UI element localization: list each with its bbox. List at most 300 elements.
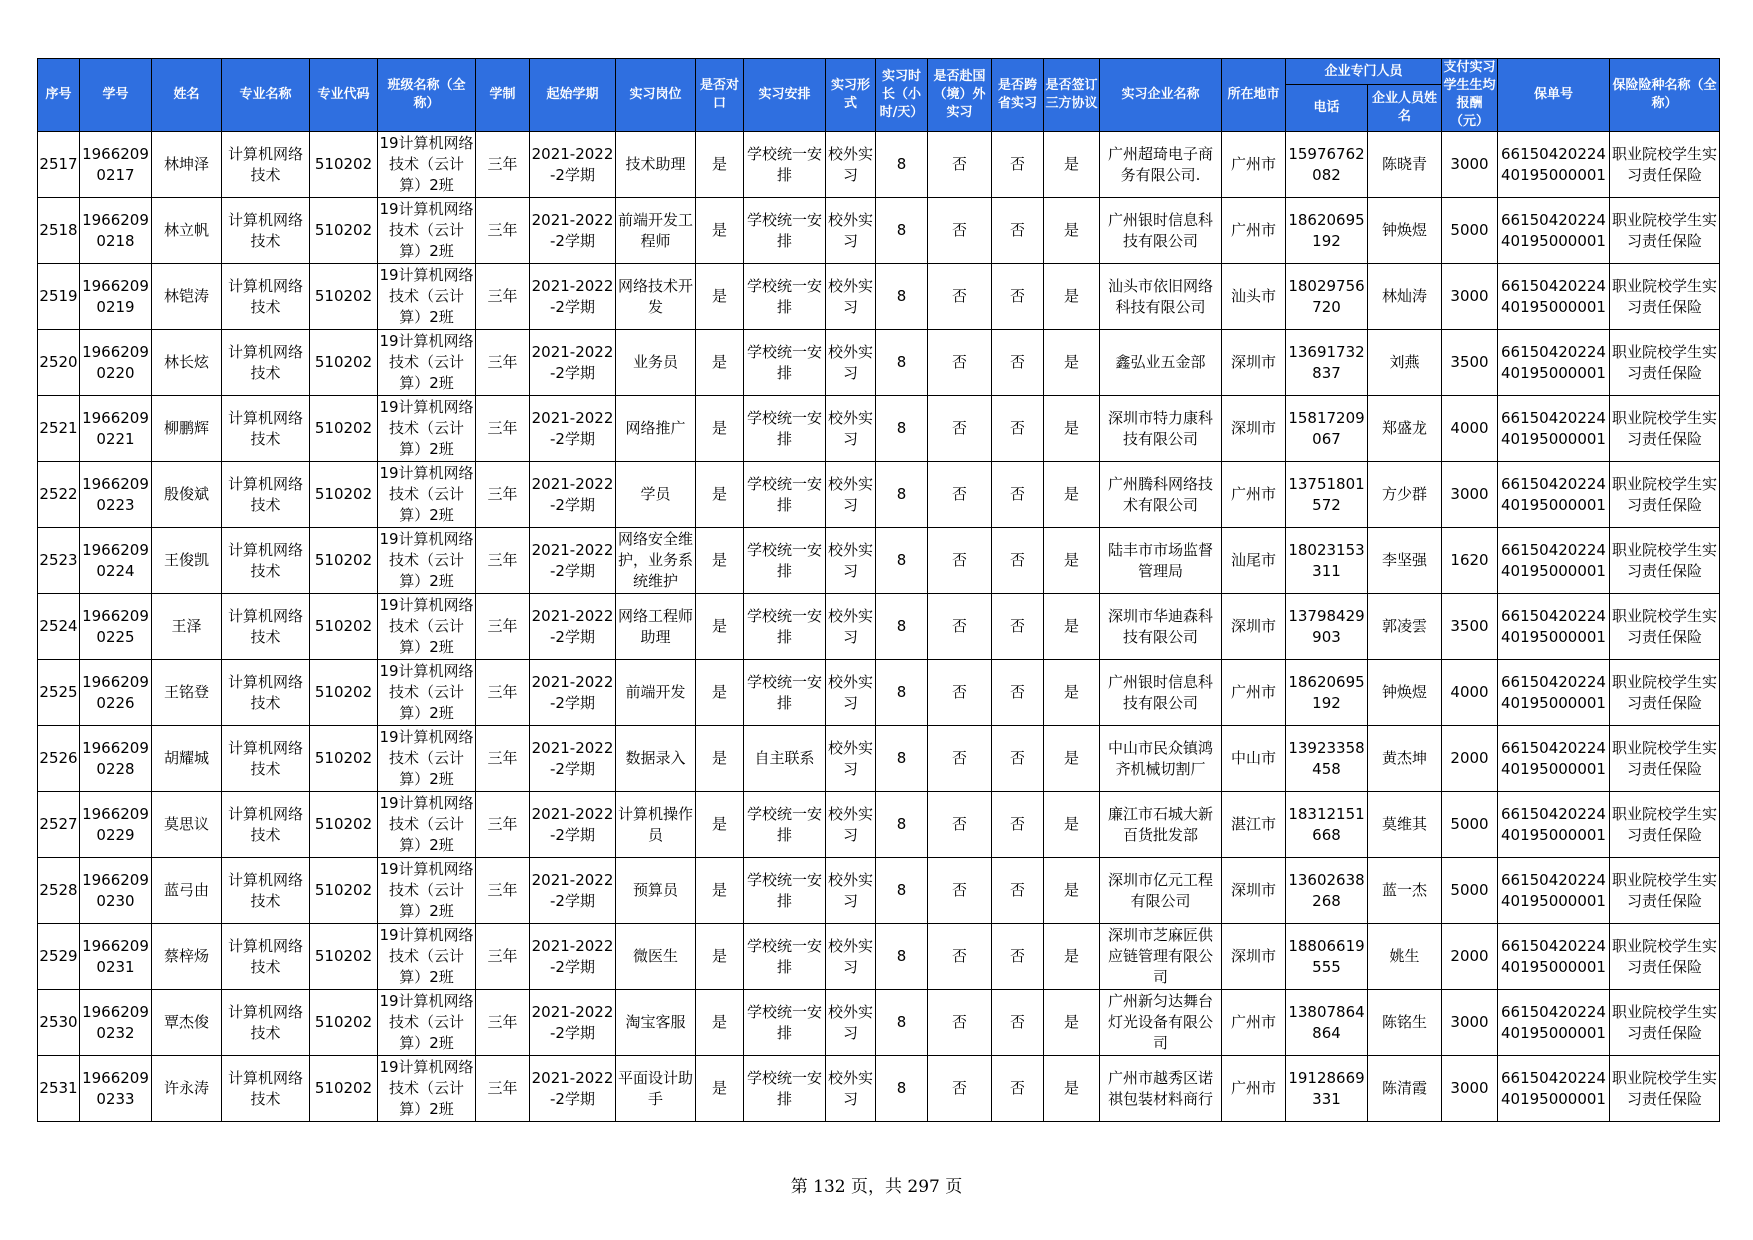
cell-hours bbox=[876, 858, 928, 924]
cell-insurance bbox=[1610, 264, 1720, 330]
cell-major bbox=[222, 330, 310, 396]
cell-text: 8 bbox=[896, 1079, 907, 1097]
cell-policy-no bbox=[1498, 792, 1610, 858]
cell-major bbox=[222, 594, 310, 660]
cell-text: 计算机操作员 bbox=[617, 804, 693, 844]
cell-text: 6615042022440195000001 bbox=[1501, 276, 1606, 316]
cell-form bbox=[826, 396, 876, 462]
cell-text: 学校统一安排 bbox=[746, 474, 822, 514]
cell-text: 校外实习 bbox=[827, 474, 873, 514]
cell-pay bbox=[1442, 330, 1498, 396]
cell-text: 是 bbox=[1063, 881, 1079, 899]
cell-student-id bbox=[80, 726, 152, 792]
header-abroad: 是否赴国（境）外实习 bbox=[928, 59, 992, 132]
cell-duration bbox=[476, 792, 530, 858]
cell-text: 三年 bbox=[487, 881, 518, 899]
cell-duration bbox=[476, 198, 530, 264]
cell-city bbox=[1222, 198, 1286, 264]
cell-text: 校外实习 bbox=[827, 210, 873, 250]
cell-text: 三年 bbox=[487, 485, 518, 503]
cell-agreement bbox=[1044, 396, 1100, 462]
cell-name bbox=[152, 924, 222, 990]
cell-text: 19662090231 bbox=[82, 936, 149, 976]
cell-text: 19计算机网络技术（云计算）2班 bbox=[379, 662, 474, 722]
table-row bbox=[38, 198, 1720, 264]
cell-duration bbox=[476, 1056, 530, 1122]
cell-abroad bbox=[928, 198, 992, 264]
cell-text: 3000 bbox=[1450, 287, 1489, 305]
cell-hours bbox=[876, 792, 928, 858]
cell-text: 2021-2022-2学期 bbox=[531, 210, 614, 250]
cell-text: 2021-2022-2学期 bbox=[531, 606, 614, 646]
header-arrangement: 实习安排 bbox=[744, 59, 826, 132]
cell-text: 廉江市石城大新百货批发部 bbox=[1107, 804, 1213, 844]
cell-duration bbox=[476, 594, 530, 660]
cell-text: 陆丰市市场监督管理局 bbox=[1107, 540, 1213, 580]
cell-text: 职业院校学生实习责任保险 bbox=[1611, 606, 1717, 646]
cell-agreement bbox=[1044, 528, 1100, 594]
cell-text: 校外实习 bbox=[827, 936, 873, 976]
cell-text: 19计算机网络技术（云计算）2班 bbox=[379, 794, 474, 854]
cell-text: 预算员 bbox=[632, 881, 678, 899]
cell-text: 18312151668 bbox=[1288, 804, 1365, 844]
cell-text: 郭凌雲 bbox=[1381, 617, 1427, 635]
cell-text: 19计算机网络技术（云计算）2班 bbox=[379, 200, 474, 260]
cell-text: 2530 bbox=[39, 1013, 78, 1031]
cell-company bbox=[1100, 396, 1222, 462]
cell-hours bbox=[876, 924, 928, 990]
cell-text: 是 bbox=[711, 617, 727, 635]
cell-text: 否 bbox=[951, 683, 967, 701]
cell-agreement bbox=[1044, 924, 1100, 990]
cell-company bbox=[1100, 726, 1222, 792]
cell-class-name bbox=[378, 1056, 476, 1122]
cell-start-term bbox=[530, 924, 616, 990]
cell-form bbox=[826, 924, 876, 990]
cell-text: 学校统一安排 bbox=[746, 672, 822, 712]
cell-major bbox=[222, 990, 310, 1056]
cell-text: 否 bbox=[1009, 485, 1025, 503]
cell-hours bbox=[876, 528, 928, 594]
cell-arrangement bbox=[744, 132, 826, 198]
cell-cross-province bbox=[992, 132, 1044, 198]
cell-student-id bbox=[80, 594, 152, 660]
cell-text: 是 bbox=[711, 1079, 727, 1097]
cell-text: 平面设计助手 bbox=[617, 1068, 693, 1108]
header-hours: 实习时长（小时/天） bbox=[876, 59, 928, 132]
cell-abroad bbox=[928, 660, 992, 726]
cell-text: 许永涛 bbox=[163, 1079, 209, 1097]
cell-text: 深圳市特力康科技有限公司 bbox=[1107, 408, 1213, 448]
cell-major-code bbox=[310, 1056, 378, 1122]
cell-text: 学校统一安排 bbox=[746, 540, 822, 580]
cell-city bbox=[1222, 528, 1286, 594]
cell-text: 是 bbox=[711, 551, 727, 569]
header-major: 专业名称 bbox=[222, 59, 310, 132]
cell-insurance bbox=[1610, 1056, 1720, 1122]
cell-text: 计算机网络技术 bbox=[227, 1002, 303, 1042]
cell-matched bbox=[696, 990, 744, 1056]
cell-text: 林坤泽 bbox=[163, 155, 209, 173]
cell-matched bbox=[696, 528, 744, 594]
cell-text: 网络安全维护，业务系统维护 bbox=[617, 530, 693, 590]
cell-text: 殷俊斌 bbox=[163, 485, 209, 503]
cell-text: 6615042022440195000001 bbox=[1501, 210, 1606, 250]
cell-matched bbox=[696, 462, 744, 528]
cell-pay bbox=[1442, 726, 1498, 792]
cell-start-term bbox=[530, 726, 616, 792]
cell-duration bbox=[476, 858, 530, 924]
cell-text: 广州市 bbox=[1230, 485, 1276, 503]
cell-text: 计算机网络技术 bbox=[227, 606, 303, 646]
cell-text: 2021-2022-2学期 bbox=[531, 540, 614, 580]
cell-text: 学校统一安排 bbox=[746, 342, 822, 382]
cell-text: 19662090221 bbox=[82, 408, 149, 448]
header-name: 姓名 bbox=[152, 59, 222, 132]
cell-text: 8 bbox=[896, 221, 907, 239]
cell-arrangement bbox=[744, 264, 826, 330]
cell-agreement bbox=[1044, 264, 1100, 330]
table-body bbox=[38, 132, 1720, 1122]
cell-text: 深圳市 bbox=[1230, 947, 1276, 965]
cell-text: 19662090219 bbox=[82, 276, 149, 316]
cell-text: 学员 bbox=[640, 485, 671, 503]
cell-hours bbox=[876, 330, 928, 396]
cell-abroad bbox=[928, 594, 992, 660]
cell-text: 19计算机网络技术（云计算）2班 bbox=[379, 464, 474, 524]
cell-text: 网络工程师助理 bbox=[617, 606, 693, 646]
cell-text: 18806619555 bbox=[1288, 936, 1365, 976]
cell-text: 510202 bbox=[314, 617, 373, 635]
table-row bbox=[38, 660, 1720, 726]
cell-pay bbox=[1442, 462, 1498, 528]
cell-abroad bbox=[928, 132, 992, 198]
cell-text: 6615042022440195000001 bbox=[1501, 936, 1606, 976]
cell-company bbox=[1100, 198, 1222, 264]
header-position: 实习岗位 bbox=[616, 59, 696, 132]
cell-insurance bbox=[1610, 924, 1720, 990]
cell-class-name bbox=[378, 330, 476, 396]
cell-text: 19计算机网络技术（云计算）2班 bbox=[379, 530, 474, 590]
cell-duration bbox=[476, 660, 530, 726]
cell-text: 是 bbox=[711, 287, 727, 305]
cell-insurance bbox=[1610, 990, 1720, 1056]
cell-major-code bbox=[310, 396, 378, 462]
cell-text: 19计算机网络技术（云计算）2班 bbox=[379, 134, 474, 194]
cell-text: 510202 bbox=[314, 881, 373, 899]
cell-company bbox=[1100, 792, 1222, 858]
cell-text: 13691732837 bbox=[1288, 342, 1365, 382]
cell-text: 数据录入 bbox=[625, 749, 686, 767]
header-pay: 支付实习学生生均报酬（元） bbox=[1442, 59, 1498, 132]
cell-text: 否 bbox=[951, 353, 967, 371]
cell-text: 广州市 bbox=[1230, 1079, 1276, 1097]
cell-insurance bbox=[1610, 198, 1720, 264]
cell-text: 计算机网络技术 bbox=[227, 1068, 303, 1108]
cell-form bbox=[826, 792, 876, 858]
cell-text: 广州银时信息科技有限公司 bbox=[1107, 672, 1213, 712]
cell-text: 前端开发工程师 bbox=[617, 210, 693, 250]
cell-text: 否 bbox=[1009, 617, 1025, 635]
header-form: 实习形式 bbox=[826, 59, 876, 132]
cell-text: 19662090225 bbox=[82, 606, 149, 646]
cell-text: 前端开发 bbox=[625, 683, 686, 701]
cell-text: 8 bbox=[896, 155, 907, 173]
cell-text: 2021-2022-2学期 bbox=[531, 342, 614, 382]
cell-text: 2518 bbox=[39, 221, 78, 239]
cell-text: 莫维其 bbox=[1381, 815, 1427, 833]
cell-class-name bbox=[378, 990, 476, 1056]
cell-policy-no bbox=[1498, 594, 1610, 660]
cell-form bbox=[826, 528, 876, 594]
cell-text: 广州腾科网络技术有限公司 bbox=[1107, 474, 1213, 514]
cell-name bbox=[152, 858, 222, 924]
cell-text: 林铠涛 bbox=[163, 287, 209, 305]
cell-contact-name bbox=[1368, 132, 1442, 198]
cell-cross-province bbox=[992, 594, 1044, 660]
cell-text: 校外实习 bbox=[827, 1068, 873, 1108]
cell-text: 15817209067 bbox=[1288, 408, 1365, 448]
cell-text: 淘宝客服 bbox=[625, 1013, 686, 1031]
cell-class-name bbox=[378, 462, 476, 528]
cell-text: 广州市 bbox=[1230, 683, 1276, 701]
cell-start-term bbox=[530, 594, 616, 660]
cell-agreement bbox=[1044, 726, 1100, 792]
cell-hours bbox=[876, 660, 928, 726]
cell-text: 6615042022440195000001 bbox=[1501, 606, 1606, 646]
cell-start-term bbox=[530, 858, 616, 924]
cell-text: 职业院校学生实习责任保险 bbox=[1611, 540, 1717, 580]
cell-arrangement bbox=[744, 594, 826, 660]
cell-text: 否 bbox=[951, 947, 967, 965]
cell-name bbox=[152, 330, 222, 396]
cell-cross-province bbox=[992, 726, 1044, 792]
cell-phone bbox=[1286, 1056, 1368, 1122]
header-seq: 序号 bbox=[38, 59, 80, 132]
cell-text: 职业院校学生实习责任保险 bbox=[1611, 144, 1717, 184]
cell-abroad bbox=[928, 726, 992, 792]
cell-text: 否 bbox=[1009, 287, 1025, 305]
cell-text: 否 bbox=[1009, 1013, 1025, 1031]
cell-phone bbox=[1286, 330, 1368, 396]
cell-position bbox=[616, 858, 696, 924]
cell-abroad bbox=[928, 924, 992, 990]
cell-text: 黄杰坤 bbox=[1381, 749, 1427, 767]
cell-text: 13807864864 bbox=[1288, 1002, 1365, 1042]
cell-text: 是 bbox=[711, 1013, 727, 1031]
cell-hours bbox=[876, 1056, 928, 1122]
cell-text: 8 bbox=[896, 551, 907, 569]
cell-text: 职业院校学生实习责任保险 bbox=[1611, 1068, 1717, 1108]
cell-student-id bbox=[80, 1056, 152, 1122]
cell-text: 19662090217 bbox=[82, 144, 149, 184]
cell-text: 计算机网络技术 bbox=[227, 408, 303, 448]
cell-phone bbox=[1286, 924, 1368, 990]
cell-text: 职业院校学生实习责任保险 bbox=[1611, 474, 1717, 514]
table-row bbox=[38, 1056, 1720, 1122]
cell-company bbox=[1100, 132, 1222, 198]
cell-arrangement bbox=[744, 1056, 826, 1122]
cell-pay bbox=[1442, 198, 1498, 264]
header-policy-no: 保单号 bbox=[1498, 59, 1610, 132]
cell-text: 校外实习 bbox=[827, 738, 873, 778]
cell-abroad bbox=[928, 264, 992, 330]
cell-duration bbox=[476, 132, 530, 198]
cell-text: 三年 bbox=[487, 1013, 518, 1031]
cell-text: 广州市 bbox=[1230, 221, 1276, 239]
cell-name bbox=[152, 1056, 222, 1122]
cell-text: 19计算机网络技术（云计算）2班 bbox=[379, 596, 474, 656]
cell-company bbox=[1100, 264, 1222, 330]
cell-matched bbox=[696, 330, 744, 396]
cell-student-id bbox=[80, 528, 152, 594]
cell-insurance bbox=[1610, 594, 1720, 660]
cell-city bbox=[1222, 462, 1286, 528]
cell-seq bbox=[38, 198, 80, 264]
cell-agreement bbox=[1044, 330, 1100, 396]
cell-text: 蔡梓炀 bbox=[163, 947, 209, 965]
cell-start-term bbox=[530, 330, 616, 396]
cell-text: 否 bbox=[951, 881, 967, 899]
cell-text: 蓝弓由 bbox=[163, 881, 209, 899]
cell-text: 蓝一杰 bbox=[1381, 881, 1427, 899]
cell-text: 否 bbox=[1009, 1079, 1025, 1097]
cell-text: 校外实习 bbox=[827, 342, 873, 382]
cell-text: 林长炫 bbox=[163, 353, 209, 371]
cell-position bbox=[616, 594, 696, 660]
cell-text: 学校统一安排 bbox=[746, 276, 822, 316]
cell-text: 6615042022440195000001 bbox=[1501, 408, 1606, 448]
cell-arrangement bbox=[744, 924, 826, 990]
header-start-term: 起始学期 bbox=[530, 59, 616, 132]
cell-text: 中山市 bbox=[1230, 749, 1276, 767]
cell-form bbox=[826, 1056, 876, 1122]
cell-duration bbox=[476, 330, 530, 396]
cell-text: 2000 bbox=[1450, 749, 1489, 767]
cell-position bbox=[616, 462, 696, 528]
cell-text: 否 bbox=[1009, 551, 1025, 569]
cell-text: 4000 bbox=[1450, 419, 1489, 437]
cell-arrangement bbox=[744, 198, 826, 264]
cell-text: 否 bbox=[951, 1079, 967, 1097]
cell-text: 网络推广 bbox=[625, 419, 686, 437]
cell-text: 三年 bbox=[487, 287, 518, 305]
cell-text: 三年 bbox=[487, 155, 518, 173]
cell-text: 否 bbox=[951, 419, 967, 437]
cell-text: 校外实习 bbox=[827, 276, 873, 316]
cell-policy-no bbox=[1498, 264, 1610, 330]
cell-text: 广州新匀达舞台灯光设备有限公司 bbox=[1107, 992, 1213, 1052]
cell-text: 5000 bbox=[1450, 815, 1489, 833]
cell-seq bbox=[38, 660, 80, 726]
cell-text: 6615042022440195000001 bbox=[1501, 804, 1606, 844]
cell-contact-name bbox=[1368, 990, 1442, 1056]
cell-text: 深圳市 bbox=[1230, 419, 1276, 437]
cell-matched bbox=[696, 264, 744, 330]
cell-text: 否 bbox=[951, 815, 967, 833]
cell-policy-no bbox=[1498, 330, 1610, 396]
cell-seq bbox=[38, 330, 80, 396]
cell-hours bbox=[876, 594, 928, 660]
cell-text: 2021-2022-2学期 bbox=[531, 672, 614, 712]
cell-form bbox=[826, 462, 876, 528]
cell-major-code bbox=[310, 990, 378, 1056]
cell-text: 校外实习 bbox=[827, 408, 873, 448]
cell-phone bbox=[1286, 858, 1368, 924]
cell-text: 学校统一安排 bbox=[746, 144, 822, 184]
cell-student-id bbox=[80, 132, 152, 198]
header-city: 所在地市 bbox=[1222, 59, 1286, 132]
cell-text: 18023153311 bbox=[1288, 540, 1365, 580]
cell-name bbox=[152, 396, 222, 462]
cell-agreement bbox=[1044, 198, 1100, 264]
cell-text: 三年 bbox=[487, 815, 518, 833]
cell-contact-name bbox=[1368, 726, 1442, 792]
cell-text: 是 bbox=[1063, 155, 1079, 173]
cell-text: 8 bbox=[896, 353, 907, 371]
cell-name bbox=[152, 660, 222, 726]
header-student-id: 学号 bbox=[80, 59, 152, 132]
cell-student-id bbox=[80, 858, 152, 924]
cell-text: 学校统一安排 bbox=[746, 606, 822, 646]
cell-matched bbox=[696, 198, 744, 264]
cell-arrangement bbox=[744, 660, 826, 726]
cell-text: 深圳市芝麻匠供应链管理有限公司 bbox=[1107, 926, 1213, 986]
cell-text: 510202 bbox=[314, 947, 373, 965]
cell-seq bbox=[38, 1056, 80, 1122]
cell-text: 是 bbox=[711, 353, 727, 371]
cell-text: 2021-2022-2学期 bbox=[531, 408, 614, 448]
cell-class-name bbox=[378, 660, 476, 726]
cell-city bbox=[1222, 660, 1286, 726]
cell-text: 是 bbox=[711, 881, 727, 899]
cell-cross-province bbox=[992, 792, 1044, 858]
cell-seq bbox=[38, 132, 80, 198]
cell-text: 是 bbox=[711, 749, 727, 767]
cell-text: 计算机网络技术 bbox=[227, 144, 303, 184]
cell-start-term bbox=[530, 462, 616, 528]
cell-pay bbox=[1442, 264, 1498, 330]
cell-student-id bbox=[80, 396, 152, 462]
cell-duration bbox=[476, 990, 530, 1056]
cell-agreement bbox=[1044, 990, 1100, 1056]
cell-text: 广州市越秀区诺祺包装材料商行 bbox=[1107, 1068, 1213, 1108]
cell-start-term bbox=[530, 396, 616, 462]
cell-text: 6615042022440195000001 bbox=[1501, 870, 1606, 910]
cell-policy-no bbox=[1498, 132, 1610, 198]
cell-insurance bbox=[1610, 792, 1720, 858]
cell-contact-name bbox=[1368, 462, 1442, 528]
cell-text: 学校统一安排 bbox=[746, 936, 822, 976]
cell-text: 2521 bbox=[39, 419, 78, 437]
cell-student-id bbox=[80, 264, 152, 330]
cell-phone bbox=[1286, 726, 1368, 792]
cell-text: 19662090232 bbox=[82, 1002, 149, 1042]
internship-table bbox=[37, 58, 1720, 1122]
cell-major bbox=[222, 198, 310, 264]
cell-contact-name bbox=[1368, 396, 1442, 462]
cell-form bbox=[826, 330, 876, 396]
cell-city bbox=[1222, 264, 1286, 330]
cell-matched bbox=[696, 726, 744, 792]
cell-cross-province bbox=[992, 990, 1044, 1056]
cell-text: 8 bbox=[896, 749, 907, 767]
cell-insurance bbox=[1610, 330, 1720, 396]
cell-text: 三年 bbox=[487, 419, 518, 437]
cell-city bbox=[1222, 132, 1286, 198]
cell-text: 2517 bbox=[39, 155, 78, 173]
cell-text: 业务员 bbox=[632, 353, 678, 371]
